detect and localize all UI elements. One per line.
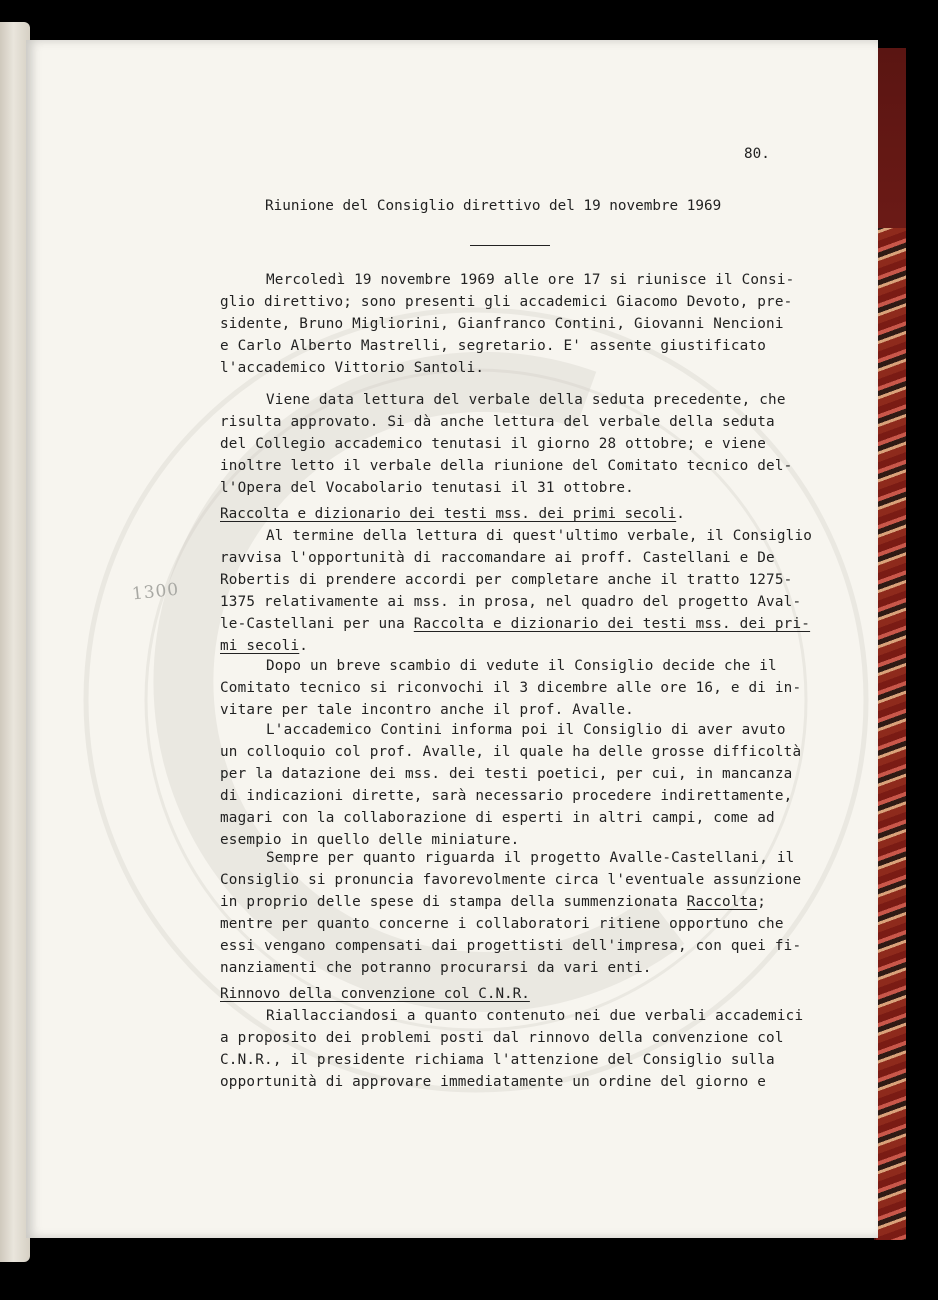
text-line: a proposito dei problemi posti dal rinnovo della convenzione col xyxy=(220,1030,784,1046)
section-heading-text: Rinnovo della convenzione col C.N.R. xyxy=(220,986,530,1002)
text-line: l'Opera del Vocabolario tenutasi il 31 ottobre. xyxy=(220,480,634,496)
text-line: C.N.R., il presidente richiama l'attenzione del Consiglio sulla xyxy=(220,1052,775,1068)
text-line: risulta approvato. Si dà anche lettura del verbale della seduta xyxy=(220,414,775,430)
underlined-title: Raccolta e dizionario dei testi mss. dei pri- xyxy=(413,616,811,632)
marbled-endpaper xyxy=(874,48,906,1240)
text-line: Dopo un breve scambio di vedute il Consiglio decide che il xyxy=(266,658,777,674)
underlined-title: mi secoli xyxy=(220,638,300,654)
section-heading-text: Raccolta e dizionario dei testi mss. dei primi secoli xyxy=(220,506,677,522)
section-heading-raccolta xyxy=(220,504,685,524)
text-segment: in proprio delle spese di stampa della summenzionata xyxy=(220,894,687,910)
section-heading-rinnovo xyxy=(220,984,530,1004)
text-line: per la datazione dei mss. dei testi poetici, per cui, in mancanza xyxy=(220,766,793,782)
text-line: 1375 relativamente ai mss. in prosa, nel quadro del progetto Aval- xyxy=(220,594,802,610)
text-line: Sempre per quanto riguarda il progetto Avalle-Castellani, il xyxy=(266,850,795,866)
text-segment: ; xyxy=(757,894,767,910)
margin-note: 1300 xyxy=(131,579,181,605)
text-line: nanziamenti che potranno procurarsi da vari enti. xyxy=(220,960,652,976)
title-rule xyxy=(470,245,550,246)
text-line: Viene data lettura del verbale della seduta precedente, che xyxy=(266,392,786,408)
text-line xyxy=(220,614,810,634)
text-line xyxy=(220,636,308,656)
text-line: sidente, Bruno Migliorini, Gianfranco Contini, Giovanni Nencioni xyxy=(220,316,784,332)
text-line: e Carlo Alberto Mastrelli, segretario. E' assente giustificato xyxy=(220,338,767,354)
text-line: opportunità di approvare immediatamente un ordine del giorno e xyxy=(220,1074,767,1090)
text-line: un colloquio col prof. Avalle, il quale ha delle grosse difficoltà xyxy=(220,744,802,760)
underlined-title: Raccolta xyxy=(686,894,758,910)
text-line: mentre per quanto concerne i collaboratori ritiene opportuno che xyxy=(220,916,784,932)
text-line xyxy=(220,892,766,912)
text-segment: le-Castellani per una xyxy=(220,616,414,632)
text-line: Riallacciandosi a quanto contenuto nei due verbali accademici xyxy=(266,1008,804,1024)
text-line: vitare per tale incontro anche il prof. Avalle. xyxy=(220,702,634,718)
text-line: ravvisa l'opportunità di raccomandare ai proff. Castellani e De xyxy=(220,550,775,566)
text-line: l'accademico Vittorio Santoli. xyxy=(220,360,485,376)
text-line: inoltre letto il verbale della riunione del Comitato tecnico del- xyxy=(220,458,793,474)
text-line: Mercoledì 19 novembre 1969 alle ore 17 si riunisce il Consi- xyxy=(266,272,795,288)
text-line: Consiglio si pronuncia favorevolmente circa l'eventuale assunzione xyxy=(220,872,802,888)
text-line: esempio in quello delle miniature. xyxy=(220,832,520,848)
page-number: 80. xyxy=(744,146,770,162)
text-line: L'accademico Contini informa poi il Consiglio di aver avuto xyxy=(266,722,786,738)
document-title: Riunione del Consiglio direttivo del 19 novembre 1969 xyxy=(265,198,722,214)
text-segment: . xyxy=(299,638,309,654)
text-line: Robertis di prendere accordi per completare anche il tratto 1275- xyxy=(220,572,793,588)
text-line: glio direttivo; sono presenti gli accademici Giacomo Devoto, pre- xyxy=(220,294,793,310)
heading-period: . xyxy=(676,506,685,522)
text-line: Comitato tecnico si riconvochi il 3 dicembre alle ore 16, e di in- xyxy=(220,680,802,696)
text-line: magari con la collaborazione di esperti in altri campi, come ad xyxy=(220,810,775,826)
text-line: di indicazioni dirette, sarà necessario procedere indirettamente, xyxy=(220,788,793,804)
text-line: Al termine della lettura di quest'ultimo verbale, il Consiglio xyxy=(266,528,813,544)
text-line: essi vengano compensati dai progettisti dell'impresa, con quei fi- xyxy=(220,938,802,954)
text-line: del Collegio accademico tenutasi il giorno 28 ottobre; e viene xyxy=(220,436,767,452)
